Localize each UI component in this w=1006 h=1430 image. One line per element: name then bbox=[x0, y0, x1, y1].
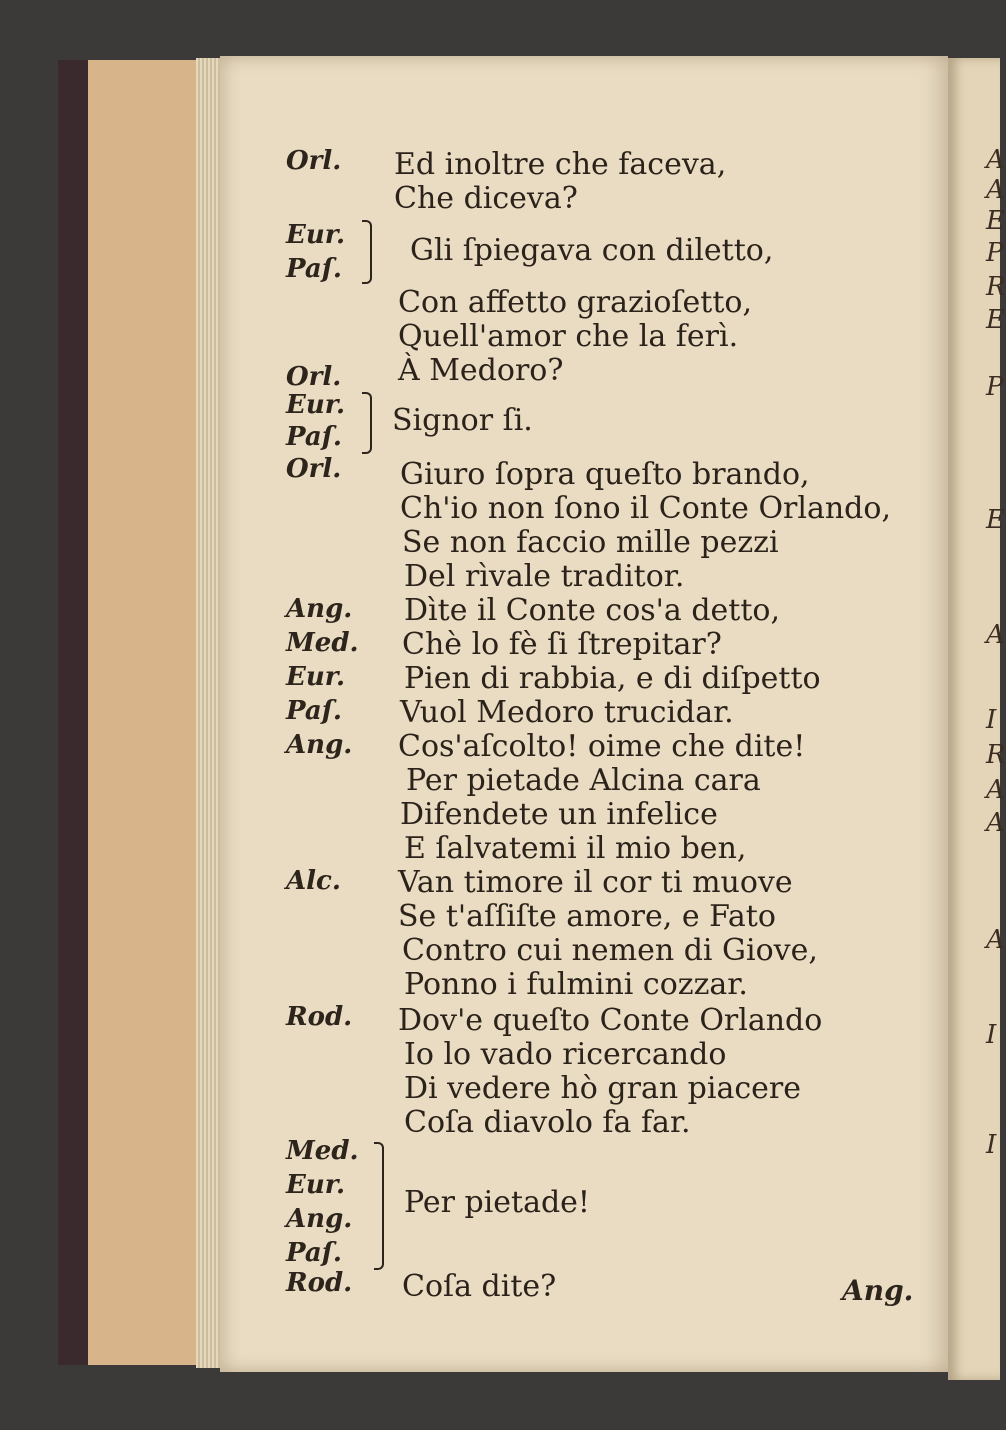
facing-letter: P bbox=[986, 372, 1004, 402]
facing-letter: R bbox=[986, 272, 1006, 302]
verse-line: Dov'e queſto Conte Orlando bbox=[398, 1003, 823, 1038]
verse-line: Giuro ſopra queſto brando, bbox=[400, 457, 810, 492]
verse-line: Signor ſi. bbox=[392, 403, 533, 438]
speaker-brace bbox=[362, 220, 372, 284]
facing-letter: A bbox=[986, 808, 1005, 838]
facing-letter: R bbox=[986, 740, 1006, 770]
speaker-label: Alc. bbox=[286, 866, 341, 896]
speaker-label: Ang. bbox=[286, 1204, 353, 1234]
speaker-label: Eur. bbox=[286, 1170, 346, 1200]
facing-letter: P bbox=[986, 238, 1004, 268]
verse-line: Coſa diavolo fa far. bbox=[404, 1105, 691, 1140]
verse-line: Coſa dite? bbox=[402, 1269, 557, 1304]
speaker-label: Med. bbox=[286, 1136, 359, 1166]
facing-letter: I bbox=[986, 1020, 997, 1050]
speaker-label: Orl. bbox=[286, 362, 342, 392]
speaker-label: Paſ. bbox=[286, 254, 342, 284]
speaker-label: Orl. bbox=[286, 146, 342, 176]
facing-letter: A bbox=[986, 775, 1005, 805]
verse-line: Vuol Medoro trucidar. bbox=[400, 695, 734, 730]
speaker-label: Ang. bbox=[286, 730, 353, 760]
verse-line: Di vedere hò gran piacere bbox=[404, 1071, 802, 1106]
verse-line: Del rìvale traditor. bbox=[404, 559, 685, 594]
verse-line: Ponno i fulmini cozzar. bbox=[404, 967, 748, 1002]
facing-letter: I bbox=[986, 1130, 997, 1160]
verse-line: Gli ſpiegava con diletto, bbox=[410, 233, 774, 268]
facing-letter: A bbox=[986, 145, 1005, 175]
speaker-label: Paſ. bbox=[286, 422, 342, 452]
verse-line: Per pietade Alcina cara bbox=[406, 763, 761, 798]
speaker-brace bbox=[374, 1142, 384, 1270]
speaker-label: Paſ. bbox=[286, 696, 342, 726]
speaker-label: Paſ. bbox=[286, 1238, 342, 1268]
verse-line: À Medoro? bbox=[398, 353, 564, 388]
verse-line: E ſalvatemi il mio ben, bbox=[404, 831, 747, 866]
verse-line: Con affetto grazioſetto, bbox=[398, 285, 752, 320]
facing-letter: E bbox=[986, 505, 1005, 535]
verse-line: Cos'aſcolto! oime che dite! bbox=[398, 729, 806, 764]
verse-line: Chè lo fè ſi ſtrepitar? bbox=[402, 627, 722, 662]
verse-line: Dìte il Conte cos'a detto, bbox=[404, 593, 780, 628]
facing-letter: E bbox=[986, 305, 1005, 335]
facing-letter: A bbox=[986, 175, 1005, 205]
book-board bbox=[58, 60, 208, 1365]
speaker-label: Rod. bbox=[286, 1268, 353, 1298]
verse-line: Se non faccio mille pezzi bbox=[402, 525, 779, 560]
verse-line: Se t'aſſiſte amore, e Fato bbox=[398, 899, 776, 934]
verse-line: Quell'amor che la ferì. bbox=[398, 319, 739, 354]
speaker-label: Rod. bbox=[286, 1002, 353, 1032]
speaker-label: Eur. bbox=[286, 662, 346, 692]
verse-line: Che diceva? bbox=[394, 181, 578, 216]
verse-line: Difendete un infelice bbox=[400, 797, 718, 832]
verse-line: Contro cui nemen di Giove, bbox=[402, 933, 818, 968]
verse-line: Van timore il cor ti muove bbox=[398, 865, 793, 900]
facing-letter: A bbox=[986, 925, 1005, 955]
facing-letter: A bbox=[986, 620, 1005, 650]
speaker-brace bbox=[362, 392, 372, 454]
verse-line: Ch'io non ſono il Conte Orlando, bbox=[400, 491, 891, 526]
speaker-label: Eur. bbox=[286, 390, 346, 420]
verse-line: Io lo vado ricercando bbox=[404, 1037, 727, 1072]
catchword: Ang. bbox=[842, 1274, 914, 1307]
facing-letter: E bbox=[986, 206, 1005, 236]
speaker-label: Eur. bbox=[286, 220, 346, 250]
verse-line: Pien di rabbia, e di diſpetto bbox=[404, 661, 821, 696]
verse-line: Per pietade! bbox=[404, 1185, 590, 1220]
verse-line: Ed inoltre che faceva, bbox=[394, 147, 727, 182]
speaker-label: Med. bbox=[286, 628, 359, 658]
speaker-label: Orl. bbox=[286, 454, 342, 484]
speaker-label: Ang. bbox=[286, 594, 353, 624]
facing-letter: I bbox=[986, 705, 997, 735]
